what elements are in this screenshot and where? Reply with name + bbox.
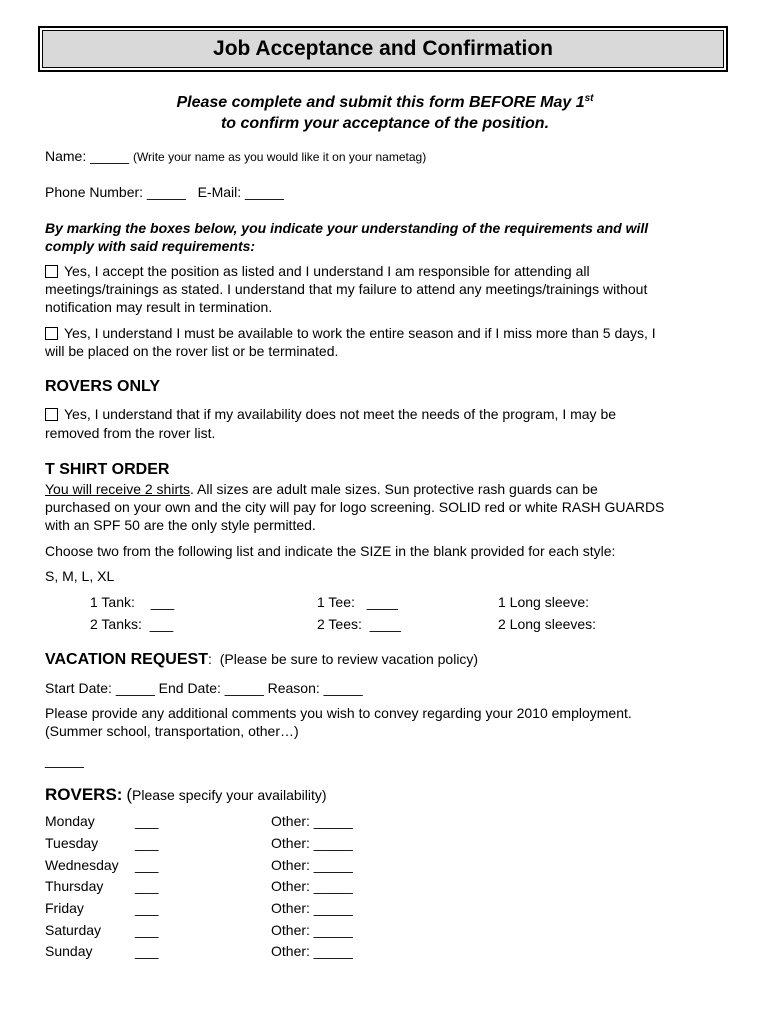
day-field[interactable]: ___: [135, 922, 159, 938]
end-date-label: End Date:: [158, 680, 221, 696]
other-label: Other:: [271, 900, 310, 916]
other-label: Other:: [271, 835, 310, 851]
tshirt-sizes: S, M, L, XL: [45, 568, 115, 584]
day-row-thursday: [45, 878, 158, 894]
requirement-2-line-2: will be placed on the rover list or be terminated.: [45, 343, 339, 359]
day-label: Friday: [45, 900, 84, 916]
day-label: Saturday: [45, 922, 102, 938]
vacation-heading-row: [45, 651, 478, 669]
requirements-intro-1: By marking the boxes below, you indicate your understanding of the requirements and will: [45, 220, 649, 236]
tee-1-label: 1 Tee:: [317, 594, 355, 610]
requirement-2-row: [45, 325, 656, 341]
other-row-monday: [271, 813, 353, 829]
tank-1-field[interactable]: ___: [150, 594, 175, 610]
tshirt-line-1: [45, 481, 598, 497]
tshirt-heading: T SHIRT ORDER: [45, 461, 170, 478]
phone-label: Phone Number:: [45, 184, 144, 200]
email-field[interactable]: _____: [245, 184, 284, 200]
intro-line-1-text: Please complete and submit this form BEFORE May 1: [176, 94, 585, 111]
day-label: Thursday: [45, 878, 104, 894]
other-row-tuesday: [271, 835, 353, 851]
intro-text: [0, 88, 770, 134]
tshirt-two-shirts: You will receive 2 shirts: [45, 481, 190, 497]
other-field[interactable]: _____: [313, 813, 353, 829]
day-label: Sunday: [45, 943, 93, 959]
day-field[interactable]: ___: [135, 813, 159, 829]
comments-line-2: (Summer school, transportation, other…): [45, 723, 299, 739]
day-label: Tuesday: [45, 835, 99, 851]
tshirt-line-3: with an SPF 50 are the only style permitted.: [45, 517, 316, 533]
day-field[interactable]: ___: [135, 943, 159, 959]
day-label: Wednesday: [45, 857, 119, 873]
other-label: Other:: [271, 878, 310, 894]
availability-checkbox[interactable]: [45, 327, 58, 340]
day-row-tuesday: [45, 835, 158, 851]
reason-field[interactable]: _____: [323, 680, 363, 696]
other-label: Other:: [271, 922, 310, 938]
tank-2-field[interactable]: ___: [149, 616, 174, 632]
tshirt-choose-text: Choose two from the following list and indicate the SIZE in the blank provided for each style:: [45, 543, 616, 559]
tee-1-row: [317, 594, 398, 610]
vacation-heading-colon: :: [207, 651, 212, 667]
tee-2-row: [317, 616, 401, 632]
day-row-sunday: [45, 943, 158, 959]
other-row-saturday: [271, 922, 353, 938]
long-sleeve-2-label: 2 Long sleeves:: [498, 616, 597, 632]
day-field[interactable]: ___: [135, 857, 159, 873]
other-field[interactable]: _____: [313, 857, 353, 873]
tee-2-field[interactable]: ____: [369, 616, 401, 632]
rovers-heading-row: [45, 785, 327, 805]
other-row-friday: [271, 900, 353, 916]
end-date-field[interactable]: _____: [224, 680, 264, 696]
vacation-heading: VACATION REQUEST: [45, 651, 208, 668]
other-label: Other:: [271, 813, 310, 829]
rovers-only-row: [45, 406, 616, 422]
requirement-1-line-3: notification may result in termination.: [45, 299, 273, 315]
day-field[interactable]: ___: [135, 835, 159, 851]
other-field[interactable]: _____: [313, 900, 353, 916]
other-field[interactable]: _____: [313, 835, 353, 851]
long-sleeve-1-label: 1 Long sleeve:: [498, 594, 590, 610]
comments-field[interactable]: _____: [45, 752, 84, 768]
intro-line-2: to confirm your acceptance of the position.: [220, 115, 550, 132]
rovers-note-paren: (: [126, 785, 133, 804]
reason-label: Reason:: [267, 680, 320, 696]
day-row-wednesday: [45, 857, 158, 873]
rover-availability-checkbox[interactable]: [45, 408, 58, 421]
other-label: Other:: [271, 857, 310, 873]
day-row-saturday: [45, 922, 158, 938]
comments-line-1: Please provide any additional comments you wish to convey regarding your 2010 employment.: [45, 705, 632, 721]
start-date-label: Start Date:: [45, 680, 112, 696]
requirements-intro-2: comply with said requirements:: [45, 238, 256, 254]
name-row: [45, 148, 426, 164]
other-field[interactable]: _____: [313, 878, 353, 894]
requirement-1-line-1: Yes, I accept the position as listed and I understand I am responsible for attending all: [64, 263, 590, 279]
name-label: Name:: [45, 148, 87, 164]
accept-position-checkbox[interactable]: [45, 265, 58, 278]
phone-field[interactable]: _____: [146, 184, 186, 200]
other-field[interactable]: _____: [313, 943, 353, 959]
tshirt-line-2: purchased on your own and the city will pay for logo screening. SOLID red or white RASH GUARDS: [45, 499, 665, 515]
tee-2-label: 2 Tees:: [317, 616, 362, 632]
tank-2-row: [90, 616, 173, 632]
rovers-heading: ROVERS:: [45, 785, 123, 804]
other-field[interactable]: _____: [313, 922, 353, 938]
day-row-friday: [45, 900, 158, 916]
tank-2-label: 2 Tanks:: [90, 616, 142, 632]
name-field[interactable]: _____: [90, 148, 130, 164]
other-row-thursday: [271, 878, 353, 894]
tshirt-line-1-rest: . All sizes are adult male sizes. Sun protective rash guards can be: [190, 481, 598, 497]
day-field[interactable]: ___: [135, 900, 159, 916]
tank-1-label: 1 Tank:: [90, 594, 135, 610]
requirement-1-row: [45, 263, 590, 279]
other-row-sunday: [271, 943, 353, 959]
start-date-field[interactable]: _____: [115, 680, 155, 696]
requirement-1-line-2: meetings/trainings as stated. I understand that my failure to attend any meetings/trainings without: [45, 281, 648, 297]
day-field[interactable]: ___: [135, 878, 159, 894]
requirement-2-line-1: Yes, I understand I must be available to work the entire season and if I miss more than 5 days, I: [64, 325, 656, 341]
intro-line-1: [0, 88, 770, 113]
name-hint: (Write your name as you would like it on your nametag): [132, 150, 427, 164]
rovers-only-line-1: Yes, I understand that if my availability does not meet the needs of the program, I may be: [64, 406, 617, 422]
page-title: Job Acceptance and Confirmation: [42, 30, 724, 68]
rovers-only-heading: ROVERS ONLY: [45, 378, 160, 395]
tee-1-field[interactable]: ____: [366, 594, 398, 610]
email-label: E-Mail:: [197, 184, 242, 200]
other-row-wednesday: [271, 857, 353, 873]
vacation-note: (Please be sure to review vacation policy): [219, 651, 479, 667]
title-box: [38, 26, 728, 72]
day-label: Monday: [45, 813, 95, 829]
tank-1-row: [90, 594, 174, 610]
day-row-monday: [45, 813, 158, 829]
rovers-note: Please specify your availability): [132, 787, 327, 803]
other-label: Other:: [271, 943, 310, 959]
vacation-dates-row: [45, 680, 363, 696]
intro-superscript: st: [584, 93, 594, 104]
rovers-only-line-2: removed from the rover list.: [45, 425, 216, 441]
contact-row: [45, 184, 284, 200]
